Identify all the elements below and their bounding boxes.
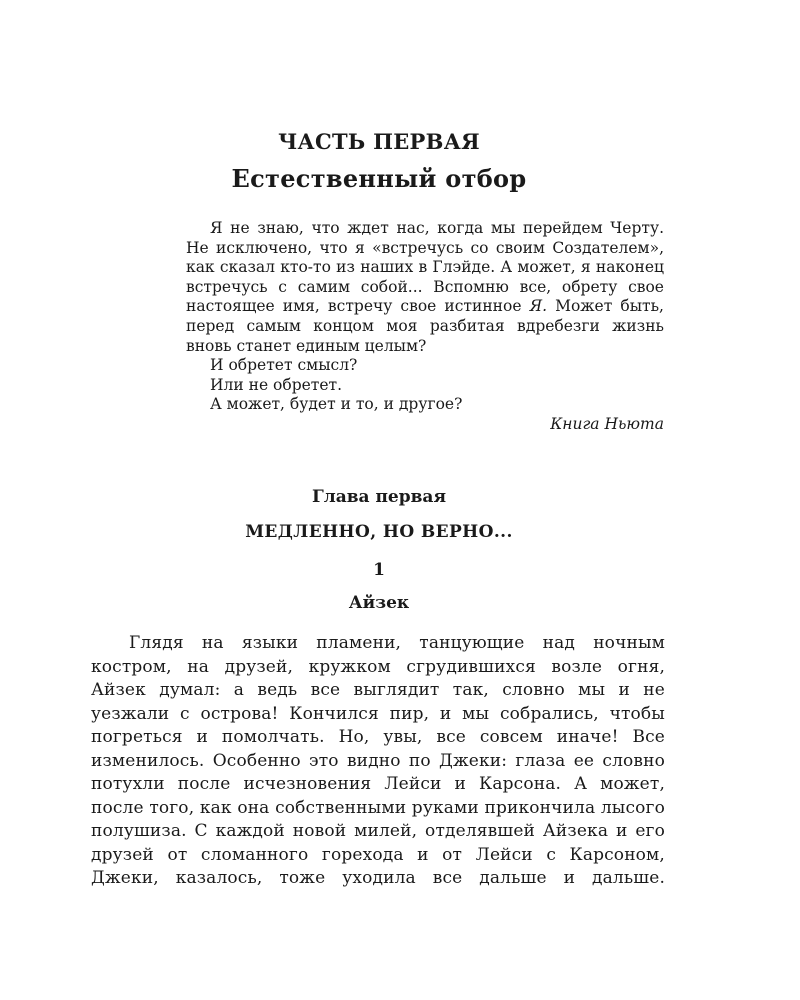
epigraph-paragraph [186, 219, 664, 356]
section-number: 1 [373, 560, 385, 580]
epigraph-line-2: Или не обретет. [210, 375, 343, 394]
epigraph-italic: Я. [529, 297, 548, 316]
section-name: Айзек [348, 593, 410, 613]
epigraph-text-end: Может быть, перед самым концом моя разбитая вдребезги жизнь вновь станет единым целым? [186, 297, 664, 355]
chapter-title: МЕДЛЕННО, НО ВЕРНО... [245, 522, 513, 542]
epigraph-line-1: И обретет смысл? [210, 356, 358, 375]
epigraph-signature: Книга Ньюта [550, 414, 664, 433]
epigraph [186, 219, 664, 435]
epigraph-line-3: А может, будет и то, и другое? [210, 395, 463, 414]
body-paragraph: Глядя на языки пламени, танцующие над ночным костром, на друзей, кружком сгрудившихся возле огня, Айзек думал: а ведь все выглядит так, словно мы и не уезжали с острова! Кончился пир, и мы собрались, чтобы погреться и помолчать. Но, увы, все совсем иначе! Все изменилось. Особенно это видно по Джеки: глаза ее словно потухли после исчезновения Лейси и Карсона. А может, после того, как она собственными руками прикончила лысого полушиза. С каждой новой милей, отделявшей Айзека и его друзей от сломанного горехода и от Лейси с Карсоном, Джеки, казалось, тоже уходила все дальше и дальше. [91, 633, 665, 888]
chapter-label: Глава первая [311, 487, 447, 507]
epigraph-text: Я не знаю, что ждет нас, когда мы перейдем Черту. Не исключено, что я «встречусь со своим Создателем», как сказал кто-то из наших в Глэйде. А может, я наконец встречусь с самим собой... Вспомню все, обрету свое настоящее имя, встречу свое истинное [186, 219, 664, 316]
part-subtitle: Естественный отбор [231, 164, 527, 193]
part-title: ЧАСТЬ ПЕРВАЯ [278, 129, 480, 154]
